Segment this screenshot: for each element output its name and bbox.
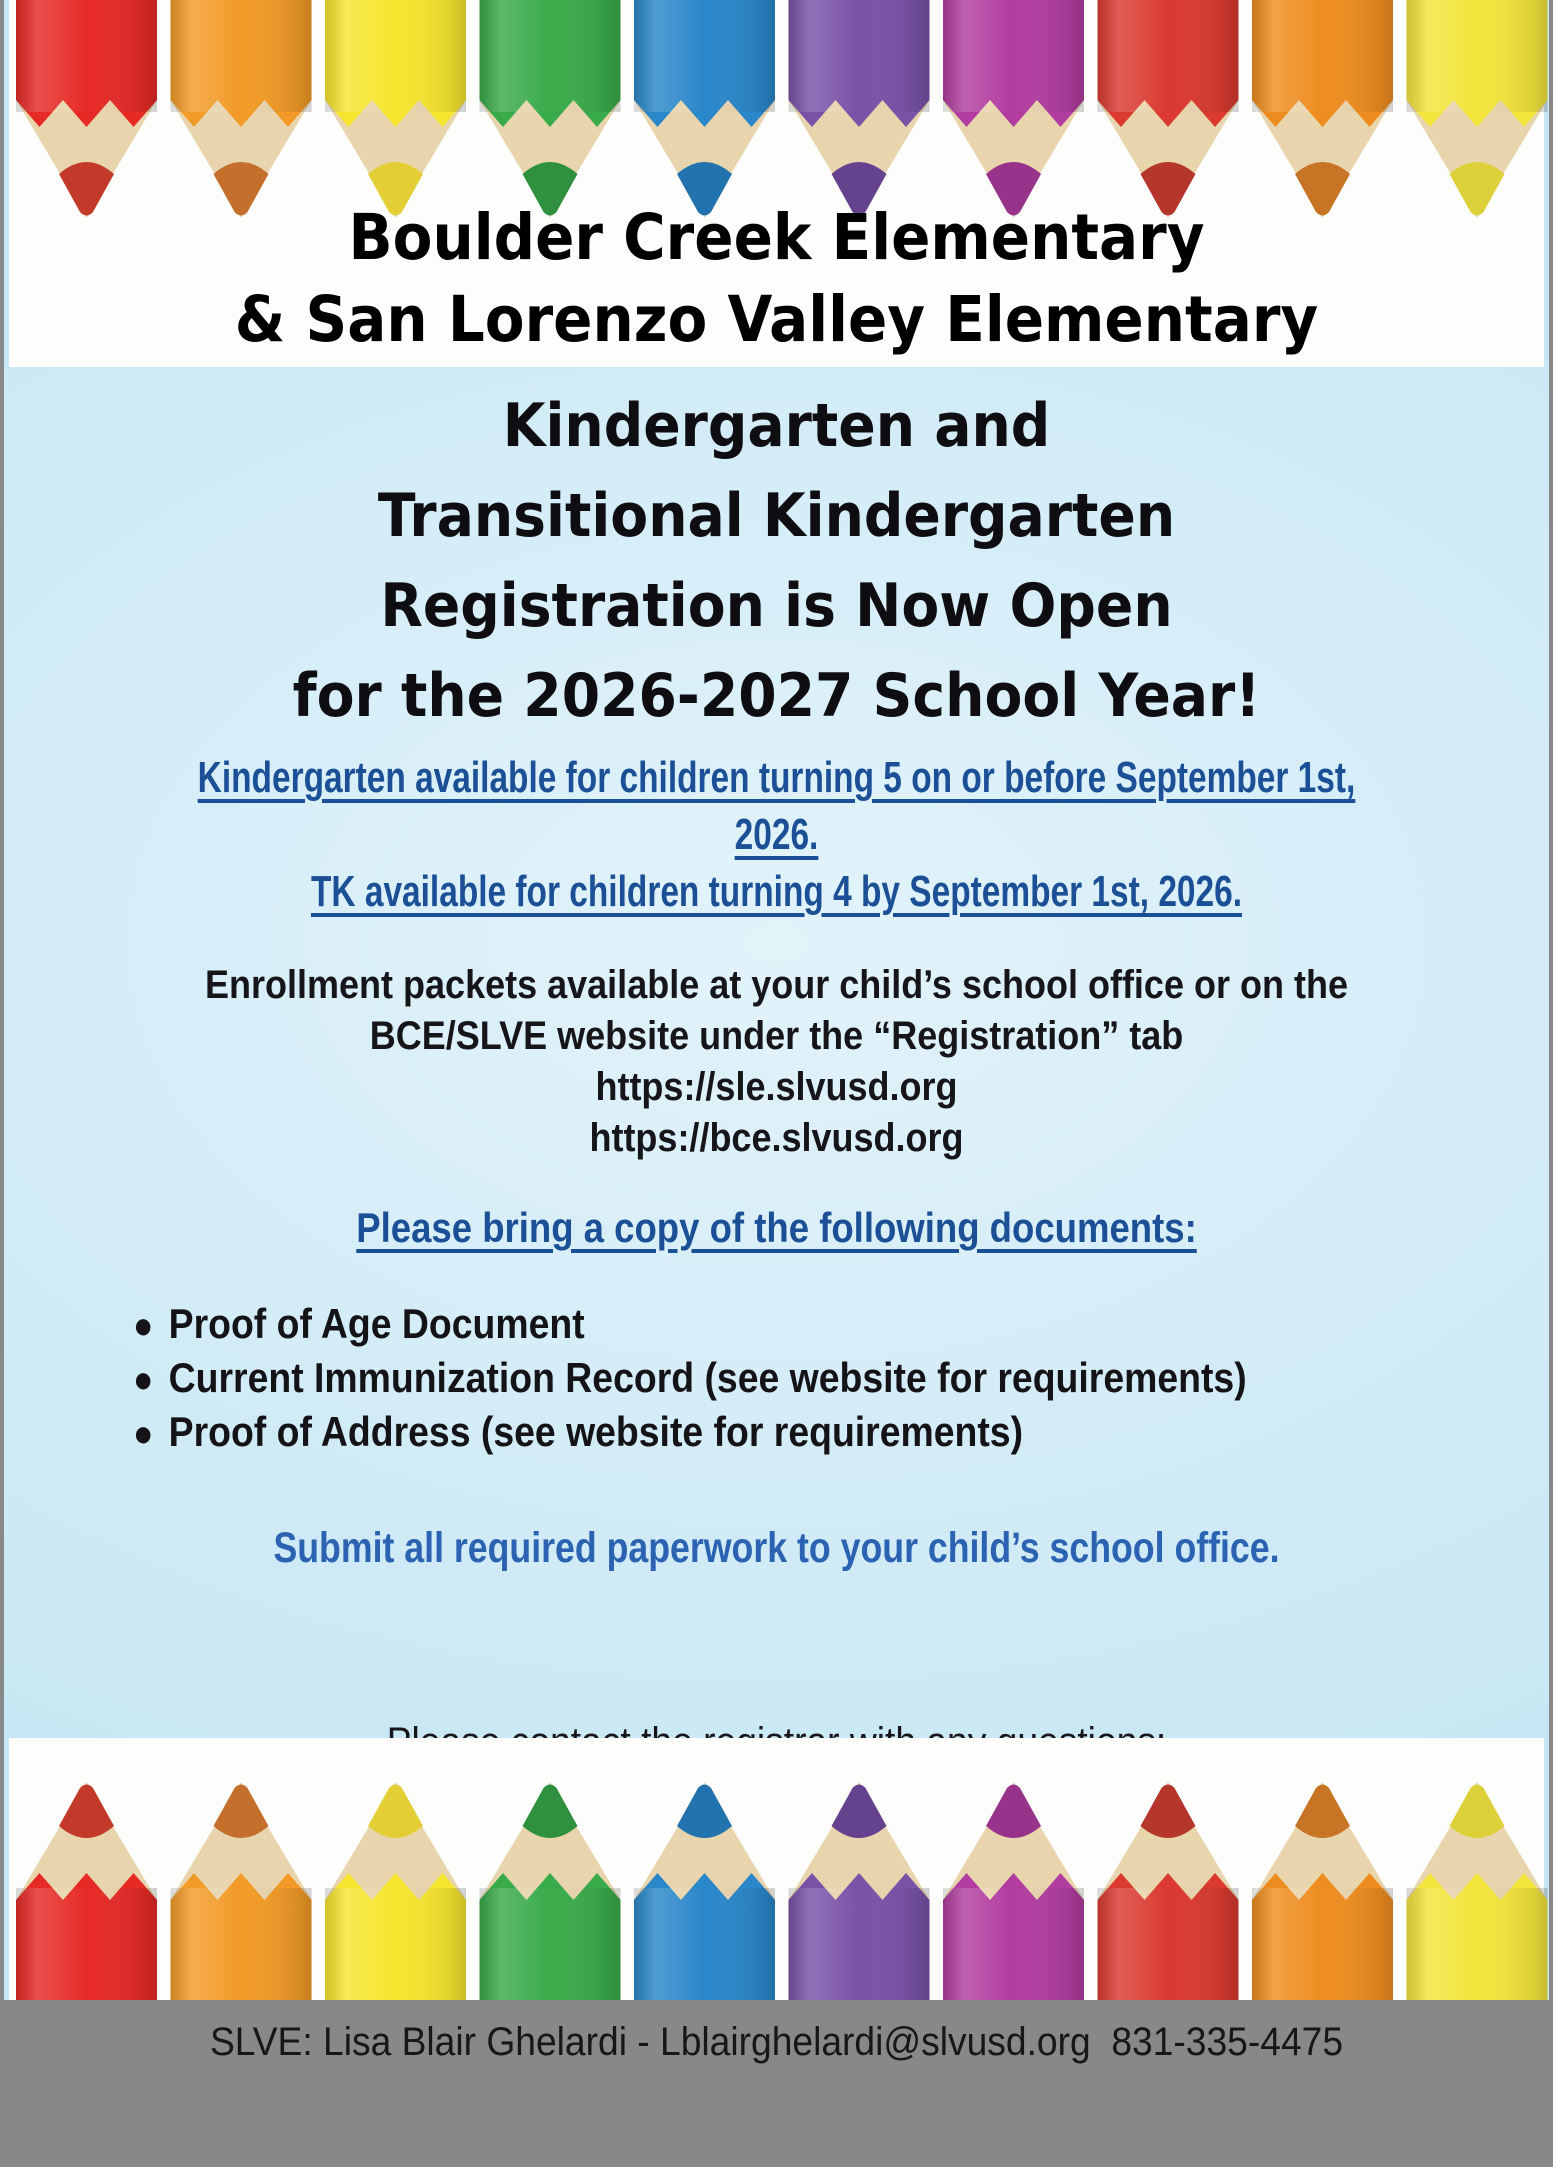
pencil [943,1782,1084,2000]
contact-slve: SLVE: Lisa Blair Ghelardi - Lblairghelardi@slvusd.org 831-335-4475 [209,2020,1344,2064]
main-title [66,381,1487,741]
main-title-line3: Registration is Now Open [380,571,1173,641]
eligibility-kindergarten-line: Kindergarten available for children turning 5 on or before September 1st, 2026. [197,753,1356,859]
eligibility-tk-line: TK available for children turning 4 by September 1st, 2026. [310,867,1243,916]
main-title-line2: Transitional Kindergarten [377,481,1176,551]
document-item [133,1406,1379,1460]
pencil [480,0,621,218]
footer-band [9,1738,1544,2000]
pencil [789,0,930,218]
submit-note: Submit all required paperwork to your child’s school office. [273,1524,1280,1572]
pencil [325,0,466,218]
pencil [1098,0,1239,218]
pencil [943,0,1084,218]
pencil [1098,1782,1239,2000]
enrollment-url-sle: https://sle.slvusd.org [595,1065,958,1109]
pencil [1252,1782,1393,2000]
enrollment-line2: BCE/SLVE website under the “Registration” tab [369,1014,1184,1058]
bullet-dot-icon: ● [133,1305,154,1347]
pencil [634,1782,775,2000]
pencil [634,0,775,218]
colored-pencils-bottom-decoration [9,1780,1553,2000]
eligibility-block [189,749,1363,920]
document-item [133,1298,1379,1352]
pencil [171,1782,312,2000]
colored-pencils-top-decoration [9,0,1553,220]
pencil [1407,0,1548,218]
enrollment-block [81,960,1472,1164]
pencil [16,0,157,218]
documents-heading: Please bring a copy of the following documents: [356,1204,1197,1251]
document-item-label: Current Immunization Record (see website for requirements) [168,1354,1247,1401]
pencil [789,1782,930,2000]
school-names [70,197,1482,361]
main-title-line1: Kindergarten and [502,391,1051,461]
main-title-line4: for the 2026-2027 School Year! [292,661,1261,731]
school-name-line2: & San Lorenzo Valley Elementary [234,283,1319,356]
pencil [480,1782,621,2000]
pencil [325,1782,466,2000]
pencil [171,0,312,218]
document-item-label: Proof of Address (see website for requirements) [168,1408,1024,1455]
pencil [16,1782,157,2000]
enrollment-line1: Enrollment packets available at your child’s school office or on the [205,963,1348,1007]
flyer-root [4,0,1549,2064]
documents-list [4,1298,1379,1460]
pencil [1252,0,1393,218]
bullet-dot-icon: ● [133,1359,154,1401]
school-name-line1: Boulder Creek Elementary [348,201,1205,274]
pencil [1407,1782,1548,2000]
document-item-label: Proof of Age Document [168,1300,585,1347]
bullet-dot-icon: ● [133,1413,154,1455]
flyer-body [4,367,1549,2064]
document-item [133,1352,1379,1406]
enrollment-url-bce: https://bce.slvusd.org [589,1116,964,1160]
header-band [9,0,1544,367]
